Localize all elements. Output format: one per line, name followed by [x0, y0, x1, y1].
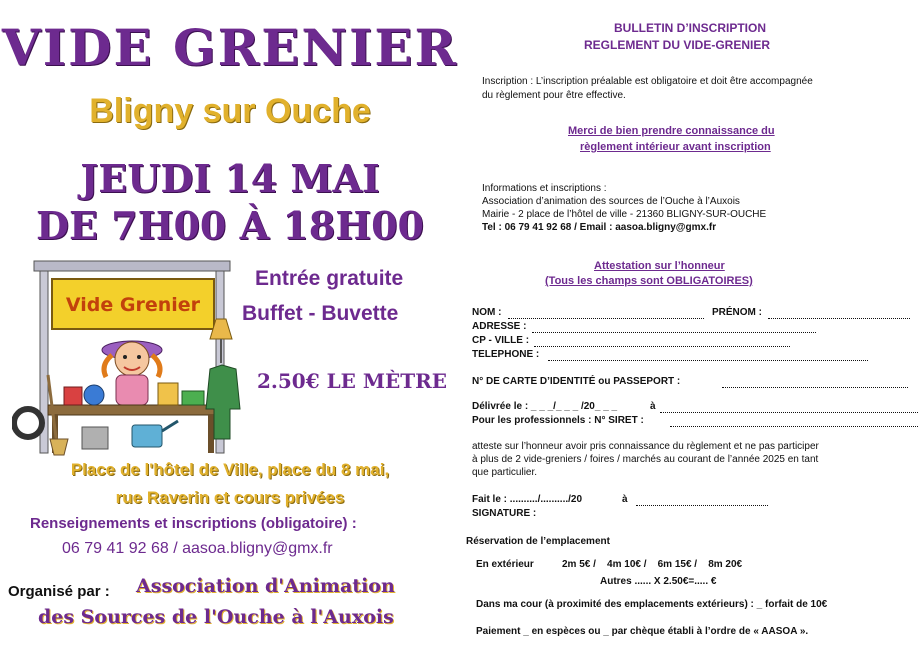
- info-line-1: Informations et inscriptions :: [482, 183, 607, 194]
- telephone-field[interactable]: [548, 360, 868, 361]
- adresse-field[interactable]: [532, 332, 816, 333]
- reservation-heading: Réservation de l’emplacement: [466, 536, 610, 547]
- attest-text-2: à plus de 2 vide-greniers / foires / marchés au courant de l’année 2025 en tant: [472, 454, 819, 465]
- stall-sign-text: Vide Grenier: [65, 294, 201, 316]
- poster-date: JEUDI 14 MAI: [80, 156, 380, 201]
- telephone-label: TELEPHONE :: [472, 349, 540, 360]
- price-text: 2.50€ LE MÈTRE: [257, 369, 447, 393]
- form-heading-1: BULLETIN D’INSCRIPTION: [614, 21, 766, 35]
- vide-grenier-stall-illustration: [12, 255, 242, 460]
- delivree-place-field[interactable]: [660, 412, 918, 413]
- registration-form: [462, 0, 920, 650]
- signature-label: SIGNATURE :: [472, 508, 537, 519]
- attestation-title: Attestation sur l’honneur: [594, 260, 725, 272]
- info-line-3: Mairie - 2 place de l’hôtel de ville - 21360 BLIGNY-SUR-OUCHE: [482, 209, 767, 220]
- id-card-field[interactable]: [722, 387, 908, 388]
- info-line-4: Tel : 06 79 41 92 68 / Email : aasoa.bligny@gmx.fr: [482, 222, 717, 233]
- delivree-label: Délivrée le : _ _ _/_ _ _ /20_ _ _: [472, 401, 618, 412]
- prenom-label: PRÉNOM :: [712, 307, 762, 318]
- cp-ville-field[interactable]: [534, 346, 790, 347]
- nom-field[interactable]: [508, 318, 704, 319]
- fait-a-label: à: [622, 494, 628, 505]
- paiement-line: Paiement _ en espèces ou _ par chèque établi à l’ordre de « AASOA ».: [476, 626, 809, 637]
- poster-town: Bligny sur Ouche: [89, 92, 371, 130]
- cour-line: Dans ma cour (à proximité des emplacements extérieurs) : _ forfait de 10€: [476, 599, 828, 610]
- entry-free-text: Entrée gratuite: [255, 267, 404, 290]
- form-heading-2: REGLEMENT DU VIDE-GRENIER: [584, 38, 771, 52]
- exterieur-label: En extérieur: [476, 559, 534, 570]
- siret-field[interactable]: [670, 426, 918, 427]
- merci-line-1: Merci de bien prendre connaissance du: [568, 125, 775, 137]
- delivree-a-label: à: [650, 401, 656, 412]
- attestation-subtitle: (Tous les champs sont OBLIGATOIRES): [545, 275, 753, 287]
- inscription-line-2: du règlement pour être effective.: [482, 90, 626, 101]
- fait-a-field[interactable]: [636, 505, 768, 506]
- poster-title: VIDE GRENIER: [1, 18, 459, 77]
- buffet-text: Buffet - Buvette: [242, 302, 399, 325]
- organized-by-label: Organisé par :: [8, 583, 110, 600]
- association-name-line-2: des Sources de l'Ouche à l'Auxois: [38, 606, 394, 628]
- prenom-field[interactable]: [768, 318, 910, 319]
- info-line-2: Association d’animation des sources de l’Ouche à l’Auxois: [482, 196, 740, 207]
- id-card-label: N° DE CARTE D’IDENTITÉ ou PASSEPORT :: [472, 376, 681, 387]
- inscription-line-1: Inscription : L’inscription préalable est obligatoire et doit être accompagnée: [482, 76, 813, 87]
- attest-text-1: atteste sur l’honneur avoir pris connaissance du règlement et ne pas participer: [472, 441, 819, 452]
- association-name-line-1: Association d'Animation: [136, 575, 395, 597]
- cp-ville-label: CP - VILLE :: [472, 335, 530, 346]
- fait-le-label: Fait le : ........../........../20: [472, 494, 583, 505]
- info-heading: Renseignements et inscriptions (obligatoire) :: [30, 515, 357, 532]
- merci-line-2: règlement intérieur avant inscription: [580, 141, 771, 153]
- contact-line: 06 79 41 92 68 / aasoa.bligny@gmx.fr: [62, 540, 333, 557]
- siret-label: Pour les professionnels : N° SIRET :: [472, 415, 644, 426]
- location-line-2: rue Raverin et cours privées: [115, 488, 345, 507]
- nom-label: NOM :: [472, 307, 502, 318]
- autres-line: Autres ...... X 2.50€=..... €: [600, 576, 717, 587]
- location-line-1: Place de l'hôtel de Ville, place du 8 mai,: [70, 460, 390, 479]
- poster-hours: DE 7H00 À 18H00: [36, 203, 424, 248]
- tarifs-line: 2m 5€ / 4m 10€ / 6m 15€ / 8m 20€: [562, 559, 743, 570]
- adresse-label: ADRESSE :: [472, 321, 527, 332]
- attest-text-3: que particulier.: [472, 467, 538, 478]
